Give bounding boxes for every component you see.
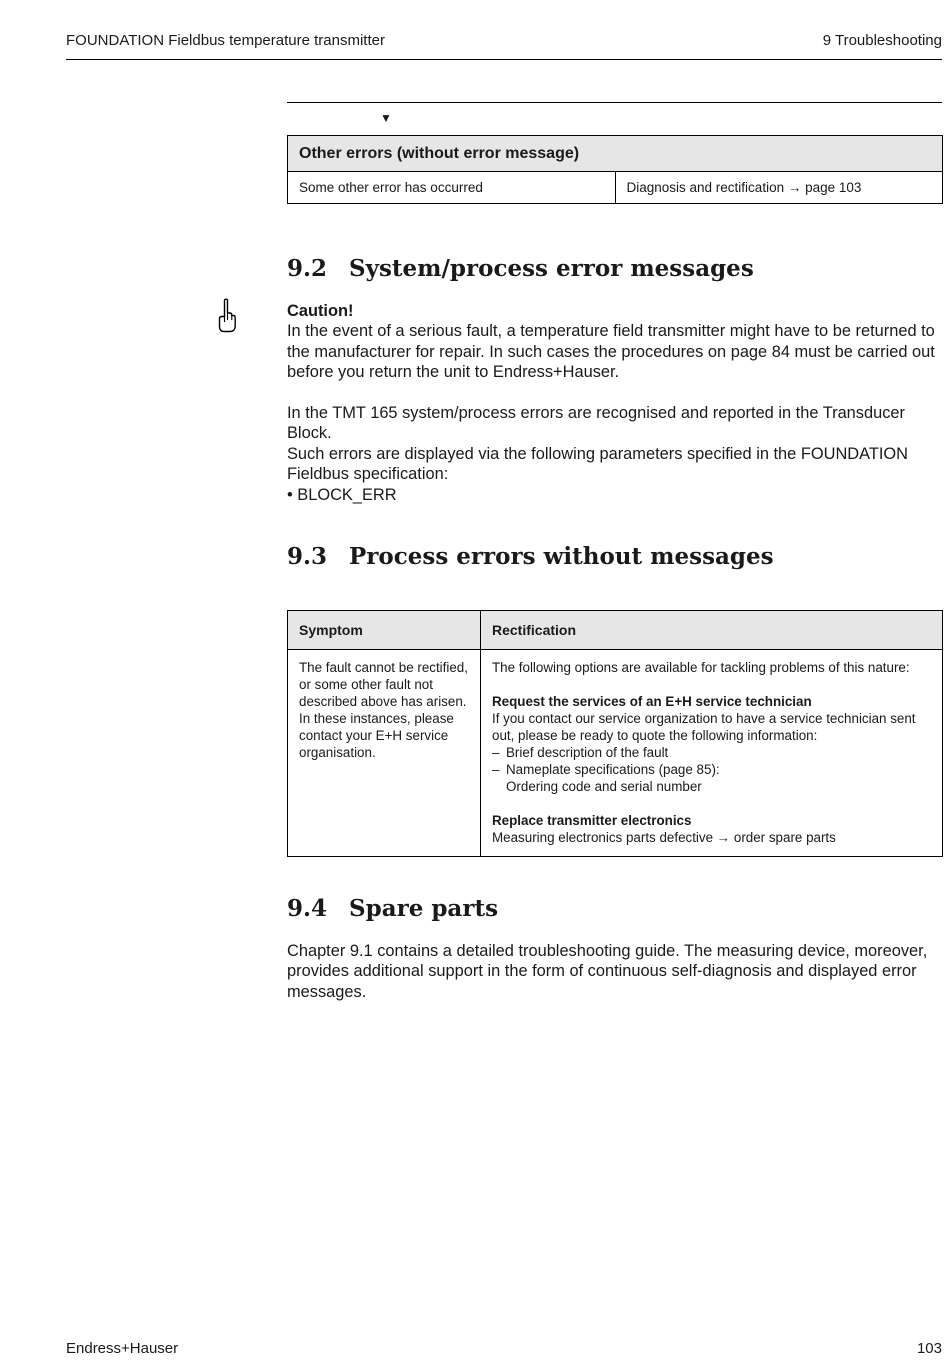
- page-number: 103: [916, 1340, 942, 1357]
- column-header-rectification: Rectification: [481, 611, 943, 650]
- section-heading-9-3: [287, 543, 774, 571]
- other-errors-heading: Other errors (without error message): [288, 136, 943, 172]
- header-divider: [66, 59, 942, 60]
- section-title: Process errors without messages: [349, 543, 774, 570]
- running-header-title: FOUNDATION Fieldbus temperature transmitter: [66, 32, 385, 49]
- paragraph: Such errors are displayed via the following parameters specified in the FOUNDATION Fieldbus specification:: [287, 444, 908, 484]
- down-arrow-icon: ▼: [380, 111, 392, 125]
- rectification-intro: The following options are available for tackling problems of this nature:: [492, 660, 910, 675]
- section-heading-9-2: [287, 255, 754, 283]
- symptom-cell: Some other error has occurred: [288, 172, 616, 204]
- option-text: If you contact our service organization to have a service technician sent out, please be ready to quote the following information:: [492, 711, 916, 743]
- column-header-symptom: Symptom: [288, 611, 481, 650]
- running-header-chapter: 9 Troubleshooting: [822, 32, 942, 49]
- section-number: 9.2: [287, 255, 328, 282]
- section-number: 9.3: [287, 543, 328, 570]
- section-number: 9.4: [287, 895, 328, 922]
- table-top-divider: [287, 102, 942, 103]
- caution-title: Caution!: [287, 302, 354, 320]
- list-item: – Nameplate specifications (page 85): Ordering code and serial number: [492, 762, 720, 794]
- option-text: Measuring electronics parts defective → order spare parts: [492, 830, 836, 845]
- caution-text: In the event of a serious fault, a temperature field transmitter might have to be returned to the manufacturer for repair. In such cases the procedures on page 84 must be carried out before you return the unit to Endress+Hauser.: [287, 322, 935, 382]
- action-cell: Diagnosis and rectification → page 103: [615, 172, 943, 204]
- caution-block: [287, 301, 947, 383]
- other-errors-table: [287, 135, 943, 204]
- rectification-cell: [481, 650, 943, 857]
- bullet-item: • BLOCK_ERR: [287, 485, 397, 504]
- section-heading-9-4: [287, 895, 498, 923]
- symptom-text: In these instances, please contact your E+H service organisation.: [299, 711, 454, 760]
- symptom-text: The fault cannot be rectified, or some other fault not described above has arisen.: [299, 660, 468, 709]
- pointing-hand-icon: [214, 298, 240, 334]
- footer-brand: Endress+Hauser: [66, 1340, 179, 1357]
- section-title: System/process error messages: [349, 255, 754, 282]
- option-title: Replace transmitter electronics: [492, 813, 692, 828]
- section-9-4-body: Chapter 9.1 contains a detailed troubleshooting guide. The measuring device, moreover, provides additional support in the form of continuous self-diagnosis and displayed error messages.: [287, 942, 928, 1001]
- section-title: Spare parts: [349, 895, 499, 922]
- process-errors-table: [287, 610, 943, 857]
- table-row: [288, 650, 943, 857]
- paragraph: In the TMT 165 system/process errors are recognised and reported in the Transducer Block.: [287, 404, 905, 443]
- list-item: – Brief description of the fault: [492, 745, 669, 760]
- option-title: Request the services of an E+H service technician: [492, 694, 812, 709]
- section-9-2-body: [287, 403, 947, 505]
- table-row: [288, 172, 943, 204]
- symptom-cell: [288, 650, 481, 857]
